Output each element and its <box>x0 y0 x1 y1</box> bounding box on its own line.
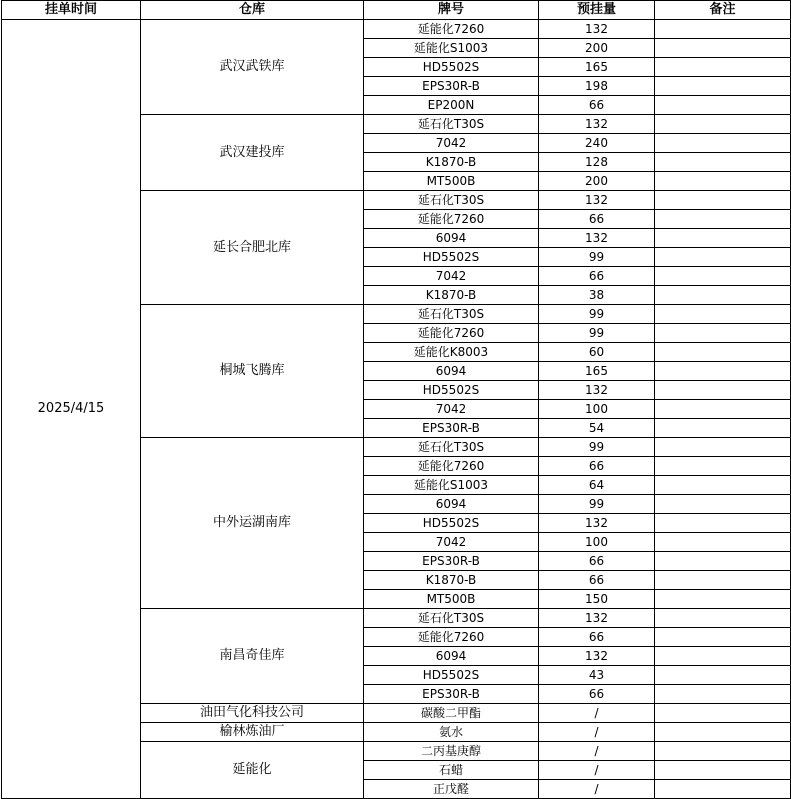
quantity-cell: 66 <box>539 267 655 286</box>
grade-cell: 延石化T30S <box>364 115 539 134</box>
grade-cell: 延能化S1003 <box>364 476 539 495</box>
grade-cell: 延能化7260 <box>364 457 539 476</box>
grade-cell: 延能化7260 <box>364 210 539 229</box>
quantity-cell: 99 <box>539 438 655 457</box>
grade-cell: 正戊醛 <box>364 780 539 799</box>
quantity-cell: 132 <box>539 20 655 39</box>
quantity-cell: 100 <box>539 400 655 419</box>
grade-cell: 延能化7260 <box>364 20 539 39</box>
grade-cell: 延石化T30S <box>364 609 539 628</box>
grade-cell: 6094 <box>364 495 539 514</box>
grade-cell: 二丙基庚醇 <box>364 742 539 761</box>
grade-cell: 6094 <box>364 647 539 666</box>
quantity-cell: 66 <box>539 571 655 590</box>
quantity-cell: 66 <box>539 552 655 571</box>
note-cell <box>655 647 791 666</box>
note-cell <box>655 305 791 324</box>
table-row <box>2 20 791 39</box>
grade-cell: 氨水 <box>364 723 539 742</box>
note-cell <box>655 552 791 571</box>
grade-cell: HD5502S <box>364 514 539 533</box>
quantity-cell: / <box>539 704 655 723</box>
note-cell <box>655 704 791 723</box>
quantity-cell: 60 <box>539 343 655 362</box>
quantity-cell: 132 <box>539 609 655 628</box>
quantity-cell: 43 <box>539 666 655 685</box>
grade-cell: 延能化K8003 <box>364 343 539 362</box>
quantity-cell: 132 <box>539 229 655 248</box>
note-cell <box>655 343 791 362</box>
grade-cell: 延能化7260 <box>364 324 539 343</box>
grade-cell: EPS30R-B <box>364 685 539 704</box>
note-cell <box>655 495 791 514</box>
quantity-cell: 99 <box>539 324 655 343</box>
grade-cell: EPS30R-B <box>364 77 539 96</box>
quantity-cell: 165 <box>539 362 655 381</box>
quantity-cell: 240 <box>539 134 655 153</box>
note-cell <box>655 419 791 438</box>
note-cell <box>655 457 791 476</box>
note-cell <box>655 476 791 495</box>
grade-cell: 延能化S1003 <box>364 39 539 58</box>
quantity-cell: 200 <box>539 39 655 58</box>
note-cell <box>655 20 791 39</box>
grade-cell: 延石化T30S <box>364 191 539 210</box>
quantity-cell: 99 <box>539 495 655 514</box>
note-cell <box>655 761 791 780</box>
grade-cell: 7042 <box>364 267 539 286</box>
quantity-cell: 66 <box>539 685 655 704</box>
note-cell <box>655 400 791 419</box>
quantity-cell: / <box>539 723 655 742</box>
note-cell <box>655 229 791 248</box>
header-date: 挂单时间 <box>2 1 141 20</box>
note-cell <box>655 590 791 609</box>
quantity-cell: 132 <box>539 647 655 666</box>
quantity-cell: 66 <box>539 210 655 229</box>
note-cell <box>655 609 791 628</box>
quantity-cell: 150 <box>539 590 655 609</box>
grade-cell: 延石化T30S <box>364 305 539 324</box>
quantity-cell: 66 <box>539 457 655 476</box>
quantity-cell: 66 <box>539 96 655 115</box>
quantity-cell: 200 <box>539 172 655 191</box>
header-quantity: 预挂量 <box>539 1 655 20</box>
note-cell <box>655 39 791 58</box>
grade-cell: 延能化7260 <box>364 628 539 647</box>
grade-cell: 延石化T30S <box>364 438 539 457</box>
note-cell <box>655 191 791 210</box>
warehouse-cell: 中外运湖南库 <box>141 438 364 609</box>
quantity-cell: 132 <box>539 115 655 134</box>
warehouse-cell: 桐城飞腾库 <box>141 305 364 438</box>
note-cell <box>655 324 791 343</box>
grade-cell: 7042 <box>364 400 539 419</box>
quantity-cell: 198 <box>539 77 655 96</box>
note-cell <box>655 77 791 96</box>
quantity-cell: 38 <box>539 286 655 305</box>
date-cell: 2025/4/15 <box>2 20 141 799</box>
note-cell <box>655 381 791 400</box>
quantity-cell: 99 <box>539 305 655 324</box>
note-cell <box>655 723 791 742</box>
grade-cell: HD5502S <box>364 666 539 685</box>
grade-cell: MT500B <box>364 590 539 609</box>
header-grade: 牌号 <box>364 1 539 20</box>
quantity-cell: 128 <box>539 153 655 172</box>
note-cell <box>655 666 791 685</box>
note-cell <box>655 96 791 115</box>
quantity-cell: / <box>539 742 655 761</box>
note-cell <box>655 267 791 286</box>
grade-cell: EPS30R-B <box>364 552 539 571</box>
note-cell <box>655 533 791 552</box>
grade-cell: EPS30R-B <box>364 419 539 438</box>
note-cell <box>655 286 791 305</box>
quantity-cell: / <box>539 780 655 799</box>
quantity-cell: 54 <box>539 419 655 438</box>
grade-cell: 6094 <box>364 362 539 381</box>
note-cell <box>655 571 791 590</box>
warehouse-cell: 南昌奇佳库 <box>141 609 364 704</box>
quantity-cell: 132 <box>539 381 655 400</box>
quantity-cell: / <box>539 761 655 780</box>
warehouse-cell: 武汉武铁库 <box>141 20 364 115</box>
warehouse-cell: 延长合肥北库 <box>141 191 364 305</box>
grade-cell: 7042 <box>364 533 539 552</box>
note-cell <box>655 115 791 134</box>
quantity-cell: 99 <box>539 248 655 267</box>
quantity-cell: 64 <box>539 476 655 495</box>
grade-cell: EP200N <box>364 96 539 115</box>
quantity-cell: 165 <box>539 58 655 77</box>
grade-cell: HD5502S <box>364 381 539 400</box>
warehouse-cell: 延能化 <box>141 742 364 799</box>
note-cell <box>655 172 791 191</box>
note-cell <box>655 514 791 533</box>
grade-cell: K1870-B <box>364 571 539 590</box>
header-row <box>2 1 791 20</box>
note-cell <box>655 742 791 761</box>
note-cell <box>655 780 791 799</box>
grade-cell: 碳酸二甲酯 <box>364 704 539 723</box>
note-cell <box>655 438 791 457</box>
grade-cell: 6094 <box>364 229 539 248</box>
warehouse-cell: 武汉建投库 <box>141 115 364 191</box>
header-warehouse: 仓库 <box>141 1 364 20</box>
grade-cell: K1870-B <box>364 153 539 172</box>
warehouse-cell: 榆林炼油厂 <box>141 723 364 742</box>
quantity-cell: 132 <box>539 514 655 533</box>
listing-table <box>1 0 791 799</box>
note-cell <box>655 210 791 229</box>
grade-cell: HD5502S <box>364 248 539 267</box>
note-cell <box>655 248 791 267</box>
warehouse-cell: 油田气化科技公司 <box>141 704 364 723</box>
grade-cell: MT500B <box>364 172 539 191</box>
quantity-cell: 100 <box>539 533 655 552</box>
note-cell <box>655 628 791 647</box>
note-cell <box>655 685 791 704</box>
table-body <box>2 20 791 799</box>
quantity-cell: 132 <box>539 191 655 210</box>
note-cell <box>655 153 791 172</box>
quantity-cell: 66 <box>539 628 655 647</box>
note-cell <box>655 58 791 77</box>
grade-cell: 7042 <box>364 134 539 153</box>
note-cell <box>655 362 791 381</box>
grade-cell: 石蜡 <box>364 761 539 780</box>
grade-cell: HD5502S <box>364 58 539 77</box>
header-note: 备注 <box>655 1 791 20</box>
note-cell <box>655 134 791 153</box>
grade-cell: K1870-B <box>364 286 539 305</box>
